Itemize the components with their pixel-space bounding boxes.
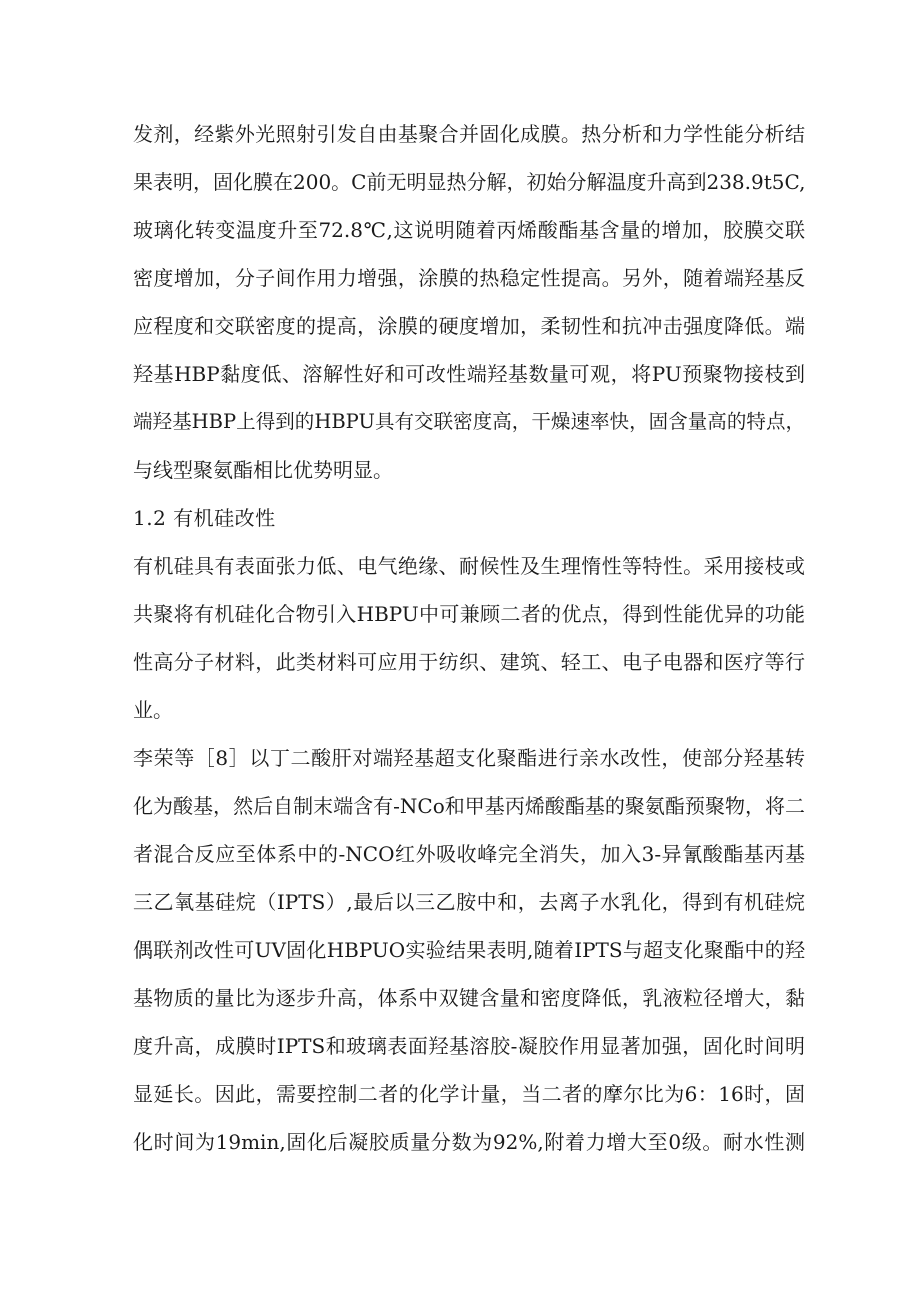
- paragraph-li-rong-study: [133, 734, 805, 1166]
- text-line: 李荣等［8］以丁二酸肝对端羟基超支化聚酯进行亲水改性，使部分羟基转: [133, 746, 805, 770]
- text-line: 偶联剂改性可UV固化HBPUO实验结果表明,随着IPTS与超支化聚酯中的羟: [133, 938, 805, 962]
- text-line: 度升高，成膜时IPTS和玻璃表面羟基溶胶-凝胶作用显著加强，固化时间明: [133, 1034, 805, 1058]
- text-line: 显延长。因此，需要控制二者的化学计量，当二者的摩尔比为6：16时，固: [133, 1082, 805, 1106]
- text-line: 基物质的量比为逐步升高，体系中双键含量和密度降低，乳液粒径增大，黏: [133, 986, 805, 1010]
- paragraph-silicone-intro: [133, 542, 805, 734]
- document-body: [133, 110, 805, 1166]
- section-heading: [133, 494, 805, 542]
- text-line: 化为酸基，然后自制末端含有-NCo和甲基丙烯酸酯基的聚氨酯预聚物，将二: [133, 794, 805, 818]
- text-line: 性高分子材料，此类材料可应用于纺织、建筑、轻工、电子电器和医疗等行: [133, 650, 805, 674]
- text-line: 有机硅具有表面张力低、电气绝缘、耐候性及生理惰性等特性。采用接枝或: [133, 554, 805, 578]
- section-title: 1.2 有机硅改性: [133, 506, 276, 530]
- text-line: 发剂，经紫外光照射引发自由基聚合并固化成膜。热分析和力学性能分析结: [133, 122, 805, 146]
- text-line: 化时间为19min,固化后凝胶质量分数为92%,附着力增大至0级。耐水性测: [133, 1130, 805, 1154]
- text-line: 与线型聚氨酯相比优势明显。: [133, 458, 393, 482]
- text-line: 端羟基HBP上得到的HBPU具有交联密度高，干燥速率快，固含量高的特点，: [133, 410, 805, 433]
- text-line: 果表明，固化膜在200。C前无明显热分解，初始分解温度升高到238.9t5C,: [133, 170, 806, 194]
- text-line: 玻璃化转变温度升至72.8℃,这说明随着丙烯酸酯基含量的增加，胶膜交联: [133, 218, 805, 242]
- text-line: 业。: [133, 698, 173, 722]
- text-line: 三乙氧基硅烷（IPTS）,最后以三乙胺中和，去离子水乳化，得到有机硅烷: [133, 890, 805, 914]
- text-line: 共聚将有机硅化合物引入HBPU中可兼顾二者的优点，得到性能优异的功能: [133, 602, 805, 626]
- text-line: 应程度和交联密度的提高，涂膜的硬度增加，柔韧性和抗冲击强度降低。端: [133, 314, 805, 338]
- text-line: 密度增加，分子间作用力增强，涂膜的热稳定性提高。另外，随着端羟基反: [133, 266, 805, 290]
- text-line: 羟基HBP黏度低、溶解性好和可改性端羟基数量可观，将PU预聚物接枝到: [133, 362, 805, 386]
- text-line: 者混合反应至体系中的-NCO红外吸收峰完全消失，加入3-异氰酸酯基丙基: [133, 842, 805, 866]
- paragraph-curing-results: [133, 110, 805, 494]
